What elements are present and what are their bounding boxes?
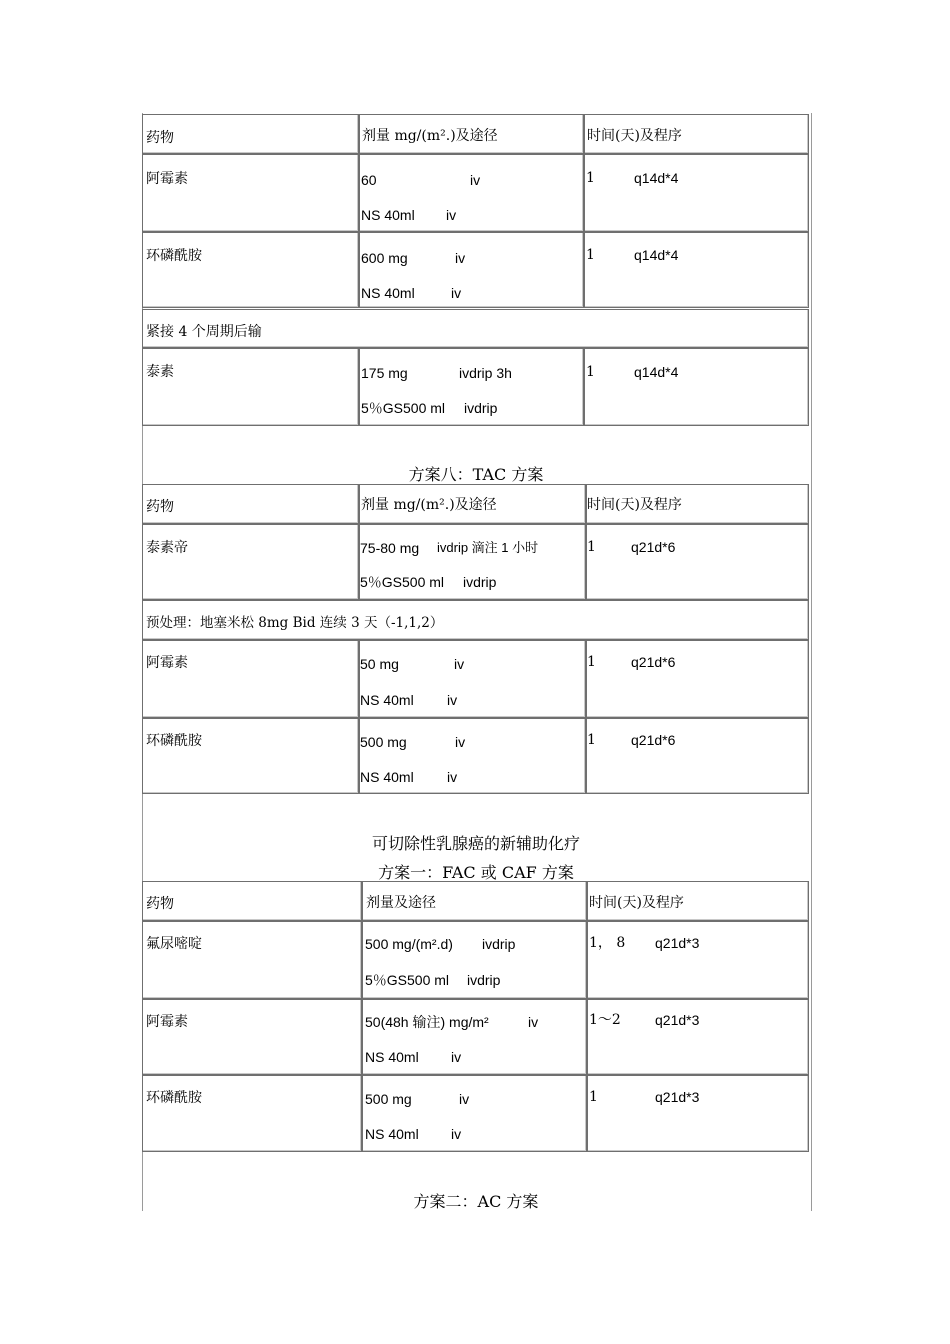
route-line-2: iv xyxy=(447,769,458,785)
cycle: q14d*4 xyxy=(634,364,679,380)
route-line-1: ivdrip 3h xyxy=(459,365,512,381)
dose-cell xyxy=(359,232,584,308)
table-row xyxy=(142,348,359,426)
dose-cell xyxy=(359,718,586,794)
header-dose: 剂量及途径 xyxy=(366,895,436,911)
table-row xyxy=(142,154,359,232)
drug-name: 环磷酰胺 xyxy=(146,733,202,749)
drug-name: 氟尿嘧啶 xyxy=(146,936,202,952)
day: 1 xyxy=(587,654,596,670)
route-line-2: ivdrip xyxy=(467,972,501,988)
header-drug: 药物 xyxy=(146,896,174,912)
time-cell xyxy=(584,154,809,232)
dose-line-2: NS 40ml xyxy=(365,1126,419,1142)
table-row xyxy=(142,640,359,718)
table3-header-time-cell xyxy=(587,881,809,921)
dose-cell xyxy=(362,921,587,999)
time-cell xyxy=(587,999,809,1075)
dose-line-2: 5％GS500 ml xyxy=(365,972,450,988)
header-drug: 药物 xyxy=(146,499,174,515)
route-line-1: iv xyxy=(470,172,481,188)
table-row xyxy=(142,1075,362,1152)
dose-line-1: 75-80 mg xyxy=(360,540,420,556)
section-subtitle-plan1: 方案一：FAC 或 CAF 方案 xyxy=(378,863,574,882)
dose-line-2: NS 40ml xyxy=(361,207,415,223)
table3-header-dose-cell xyxy=(362,881,587,921)
header-dose: 剂量 mg/(m².)及途径 xyxy=(362,128,498,144)
cycle: q21d*6 xyxy=(631,732,676,748)
dose-line-2: NS 40ml xyxy=(365,1049,419,1065)
dose-line-2: NS 40ml xyxy=(360,769,414,785)
cycle: q21d*3 xyxy=(655,1089,700,1105)
dose-cell xyxy=(359,524,586,600)
route-line-2: ivdrip xyxy=(464,400,498,416)
route-line-1: iv xyxy=(454,656,465,672)
note-text: 紧接 4 个周期后输 xyxy=(146,324,262,340)
route-line-1: ivdrip xyxy=(482,936,516,952)
note-text: 预处理：地塞米松 8mg Bid 连续 3 天（-1,1,2） xyxy=(146,615,444,631)
section-title-plan2: 方案二：AC 方案 xyxy=(413,1192,539,1211)
drug-name: 泰素 xyxy=(146,364,174,380)
day: 1， 8 xyxy=(589,935,626,951)
route-line-2: ivdrip xyxy=(463,574,497,590)
route-line-2: iv xyxy=(447,692,458,708)
time-cell xyxy=(587,1075,809,1152)
route-line-1: iv xyxy=(528,1014,539,1030)
table2-header-time-cell xyxy=(586,484,809,524)
dose-line-1: 500 mg xyxy=(360,734,407,750)
header-time: 时间(天)及程序 xyxy=(587,128,682,144)
day: 1 xyxy=(587,539,596,555)
table-row xyxy=(142,524,359,600)
header-time: 时间(天)及程序 xyxy=(587,497,682,513)
dose-line-2: NS 40ml xyxy=(360,692,414,708)
route-line-1: ivdrip 滴注 1 小时 xyxy=(437,540,539,555)
dose-cell xyxy=(359,640,586,718)
time-cell xyxy=(586,524,809,600)
table1-header-dose-cell xyxy=(359,114,584,154)
dose-line-1: 600 mg xyxy=(361,250,408,266)
note-row xyxy=(142,600,809,640)
cycle: q21d*3 xyxy=(655,935,700,951)
time-cell xyxy=(584,232,809,308)
note-row xyxy=(142,309,809,348)
route-line-1: iv xyxy=(455,734,466,750)
dose-line-2: 5％GS500 ml xyxy=(361,400,446,416)
dose-cell xyxy=(362,1075,587,1152)
day: 1～2 xyxy=(589,1012,621,1028)
route-line-1: iv xyxy=(459,1091,470,1107)
day: 1 xyxy=(587,732,596,748)
day: 1 xyxy=(586,247,595,263)
day: 1 xyxy=(586,364,595,380)
table2-header-dose-cell xyxy=(359,484,586,524)
dose-line-1: 50 mg xyxy=(360,656,399,672)
table-row xyxy=(142,999,362,1075)
route-line-2: iv xyxy=(446,207,457,223)
table2-header-drug-cell xyxy=(142,484,359,524)
dose-cell xyxy=(362,999,587,1075)
drug-name: 环磷酰胺 xyxy=(146,1090,202,1106)
day: 1 xyxy=(589,1089,598,1105)
table1-header-time-cell xyxy=(584,114,809,154)
header-drug: 药物 xyxy=(146,130,174,146)
table3-header-drug-cell xyxy=(142,881,362,921)
dose-line-1: 175 mg xyxy=(361,365,408,381)
dose-line-1: 50(48h 输注) mg/m² xyxy=(365,1014,489,1030)
table1-header-drug-cell xyxy=(142,114,359,154)
dose-cell xyxy=(359,348,584,426)
cycle: q21d*3 xyxy=(655,1012,700,1028)
dose-line-1: 60 xyxy=(361,172,377,188)
drug-name: 阿霉素 xyxy=(146,1014,188,1030)
header-dose: 剂量 mg/(m².)及途径 xyxy=(361,497,497,513)
dose-line-1: 500 mg xyxy=(365,1091,412,1107)
dose-line-2: NS 40ml xyxy=(361,285,415,301)
route-line-2: iv xyxy=(451,1126,462,1142)
cycle: q14d*4 xyxy=(634,247,679,263)
table-row xyxy=(142,232,359,308)
table-row xyxy=(142,718,359,794)
time-cell xyxy=(586,718,809,794)
section-title-neoadjuvant: 可切除性乳腺癌的新辅助化疗 xyxy=(371,834,580,853)
route-line-2: iv xyxy=(451,1049,462,1065)
header-time: 时间(天)及程序 xyxy=(589,895,684,911)
dose-line-1: 500 mg/(m².d) xyxy=(365,936,453,952)
section-title-plan8: 方案八：TAC 方案 xyxy=(408,465,544,484)
time-cell xyxy=(587,921,809,999)
time-cell xyxy=(584,348,809,426)
day: 1 xyxy=(586,170,595,186)
drug-name: 阿霉素 xyxy=(146,655,188,671)
dose-line-2: 5％GS500 ml xyxy=(360,574,445,590)
route-line-2: iv xyxy=(451,285,462,301)
dose-cell xyxy=(359,154,584,232)
drug-name: 泰素帝 xyxy=(146,540,188,556)
time-cell xyxy=(586,640,809,718)
table-row xyxy=(142,921,362,999)
route-line-1: iv xyxy=(455,250,466,266)
cycle: q21d*6 xyxy=(631,654,676,670)
cycle: q14d*4 xyxy=(634,170,679,186)
drug-name: 环磷酰胺 xyxy=(146,248,202,264)
cycle: q21d*6 xyxy=(631,539,676,555)
drug-name: 阿霉素 xyxy=(146,171,188,187)
